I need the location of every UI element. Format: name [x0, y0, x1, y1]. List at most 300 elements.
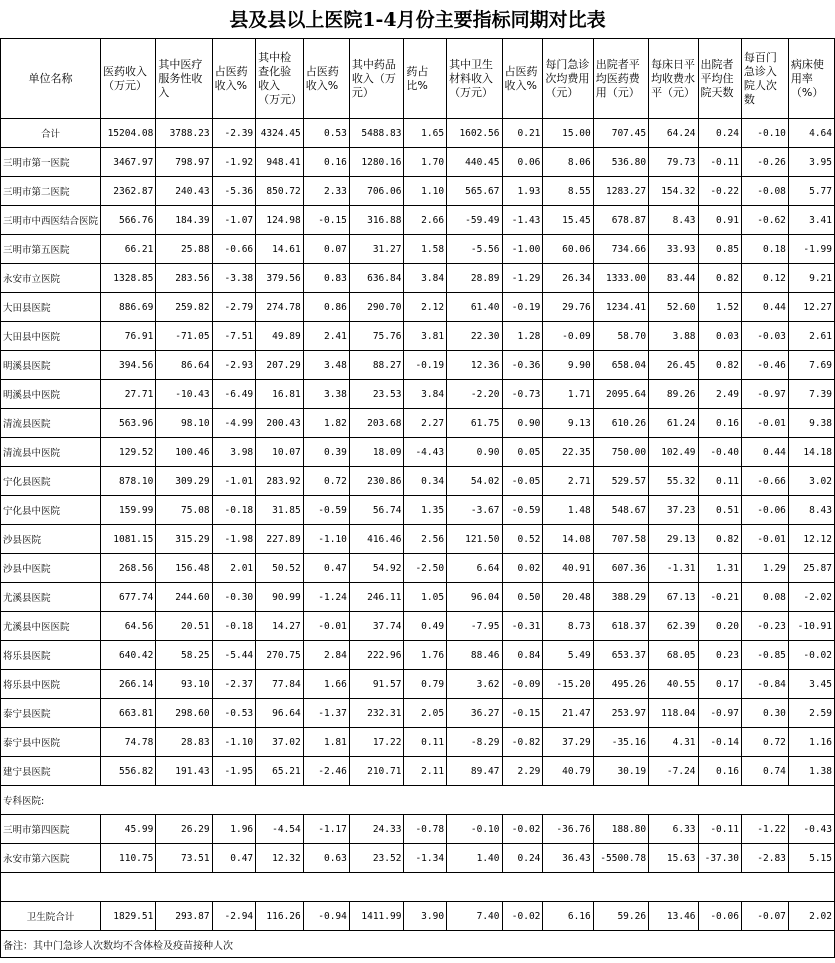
value-cell: 8.73 — [543, 612, 593, 641]
value-cell: 0.16 — [698, 757, 741, 786]
value-cell: -1.17 — [303, 815, 349, 844]
value-cell: 0.84 — [502, 641, 543, 670]
value-cell: 298.60 — [156, 699, 212, 728]
value-cell: 45.99 — [101, 815, 156, 844]
table-row — [1, 264, 835, 293]
column-header: 占医药收入% — [502, 39, 543, 119]
column-header: 占医药收入% — [303, 39, 349, 119]
value-cell: 0.52 — [502, 525, 543, 554]
value-cell: 0.47 — [303, 554, 349, 583]
value-cell: 50.52 — [256, 554, 304, 583]
value-cell: 0.30 — [741, 699, 788, 728]
value-cell: 3.84 — [404, 380, 447, 409]
value-cell: -0.11 — [698, 815, 741, 844]
value-cell: -0.21 — [698, 583, 741, 612]
value-cell: 0.24 — [698, 119, 741, 148]
value-cell: 159.99 — [101, 496, 156, 525]
unit-name-cell: 泰宁县医院 — [1, 699, 101, 728]
value-cell: 14.61 — [256, 235, 304, 264]
value-cell: 184.39 — [156, 206, 212, 235]
value-cell: -0.01 — [303, 612, 349, 641]
value-cell: 0.16 — [303, 148, 349, 177]
value-cell: 886.69 — [101, 293, 156, 322]
value-cell: 529.57 — [593, 467, 648, 496]
table-row — [1, 380, 835, 409]
value-cell: 9.13 — [543, 409, 593, 438]
column-header: 出院者平均医药费用（元） — [593, 39, 648, 119]
value-cell: 1283.27 — [593, 177, 648, 206]
value-cell: 3.84 — [404, 264, 447, 293]
value-cell: 566.76 — [101, 206, 156, 235]
value-cell: -2.94 — [212, 902, 256, 931]
value-cell: 5.49 — [543, 641, 593, 670]
value-cell: 0.18 — [741, 235, 788, 264]
value-cell: -4.99 — [212, 409, 256, 438]
value-cell: 116.26 — [256, 902, 304, 931]
value-cell: -1.37 — [303, 699, 349, 728]
value-cell: 1234.41 — [593, 293, 648, 322]
unit-name-cell: 三明市第一医院 — [1, 148, 101, 177]
table-row — [1, 438, 835, 467]
value-cell: 2.66 — [404, 206, 447, 235]
value-cell: 3.38 — [303, 380, 349, 409]
value-cell: 4.64 — [788, 119, 834, 148]
value-cell: 110.75 — [101, 844, 156, 873]
value-cell: 36.27 — [447, 699, 502, 728]
unit-name-cell: 大田县中医院 — [1, 322, 101, 351]
value-cell: 563.96 — [101, 409, 156, 438]
value-cell: 9.38 — [788, 409, 834, 438]
table-row — [1, 525, 835, 554]
value-cell: 118.04 — [649, 699, 698, 728]
column-header: 其中药品收入（万元） — [349, 39, 404, 119]
value-cell: 388.29 — [593, 583, 648, 612]
value-cell: -10.91 — [788, 612, 834, 641]
value-cell: 1.66 — [303, 670, 349, 699]
value-cell: -2.02 — [788, 583, 834, 612]
value-cell: 1.28 — [502, 322, 543, 351]
value-cell: 26.29 — [156, 815, 212, 844]
value-cell: -2.39 — [212, 119, 256, 148]
value-cell: 0.86 — [303, 293, 349, 322]
value-cell: 309.29 — [156, 467, 212, 496]
value-cell: 1081.15 — [101, 525, 156, 554]
value-cell: 640.42 — [101, 641, 156, 670]
value-cell: 3.81 — [404, 322, 447, 351]
value-cell: -1.92 — [212, 148, 256, 177]
unit-name-cell: 三明市中西医结合医院 — [1, 206, 101, 235]
value-cell: 1.52 — [698, 293, 741, 322]
value-cell: 0.11 — [404, 728, 447, 757]
value-cell: 663.81 — [101, 699, 156, 728]
value-cell: 200.43 — [256, 409, 304, 438]
value-cell: 31.27 — [349, 235, 404, 264]
unit-name-cell: 三明市第五医院 — [1, 235, 101, 264]
value-cell: -0.53 — [212, 699, 256, 728]
value-cell: 253.97 — [593, 699, 648, 728]
value-cell: 29.76 — [543, 293, 593, 322]
value-cell: 2.49 — [698, 380, 741, 409]
value-cell: 2.33 — [303, 177, 349, 206]
table-row — [1, 815, 835, 844]
value-cell: -0.15 — [303, 206, 349, 235]
value-cell: 0.06 — [502, 148, 543, 177]
value-cell: 948.41 — [256, 148, 304, 177]
value-cell: -2.20 — [447, 380, 502, 409]
value-cell: 0.21 — [502, 119, 543, 148]
unit-name-cell: 合计 — [1, 119, 101, 148]
value-cell: 5.15 — [788, 844, 834, 873]
value-cell: 3.90 — [404, 902, 447, 931]
value-cell: 0.72 — [741, 728, 788, 757]
value-cell: 0.74 — [741, 757, 788, 786]
value-cell: -3.38 — [212, 264, 256, 293]
value-cell: 7.69 — [788, 351, 834, 380]
value-cell: -1.34 — [404, 844, 447, 873]
value-cell: 8.43 — [649, 206, 698, 235]
value-cell: 124.98 — [256, 206, 304, 235]
value-cell: 440.45 — [447, 148, 502, 177]
value-cell: 3.95 — [788, 148, 834, 177]
table-row — [1, 728, 835, 757]
value-cell: 0.82 — [698, 351, 741, 380]
value-cell: 31.85 — [256, 496, 304, 525]
value-cell: -2.83 — [741, 844, 788, 873]
value-cell: 2.27 — [404, 409, 447, 438]
value-cell: -7.51 — [212, 322, 256, 351]
value-cell: 2.02 — [788, 902, 834, 931]
unit-name-cell: 三明市第四医院 — [1, 815, 101, 844]
unit-name-cell: 卫生院合计 — [1, 902, 101, 931]
table-row — [1, 844, 835, 873]
value-cell: -0.14 — [698, 728, 741, 757]
value-cell: -71.05 — [156, 322, 212, 351]
value-cell: 37.23 — [649, 496, 698, 525]
value-cell: 293.87 — [156, 902, 212, 931]
value-cell: 416.46 — [349, 525, 404, 554]
column-header: 其中检查化验收入（万元） — [256, 39, 304, 119]
column-header: 药占比% — [404, 39, 447, 119]
value-cell: 37.02 — [256, 728, 304, 757]
value-cell: 0.03 — [698, 322, 741, 351]
value-cell: -1.22 — [741, 815, 788, 844]
value-cell: -2.79 — [212, 293, 256, 322]
value-cell: -0.15 — [502, 699, 543, 728]
value-cell: 8.43 — [788, 496, 834, 525]
value-cell: 68.05 — [649, 641, 698, 670]
value-cell: -2.93 — [212, 351, 256, 380]
value-cell: 316.88 — [349, 206, 404, 235]
value-cell: 3.02 — [788, 467, 834, 496]
value-cell: 850.72 — [256, 177, 304, 206]
value-cell: 22.30 — [447, 322, 502, 351]
value-cell: 734.66 — [593, 235, 648, 264]
value-cell: -1.95 — [212, 757, 256, 786]
value-cell: 0.53 — [303, 119, 349, 148]
value-cell: 75.76 — [349, 322, 404, 351]
unit-name-cell: 大田县医院 — [1, 293, 101, 322]
value-cell: 0.44 — [741, 438, 788, 467]
value-cell: 25.88 — [156, 235, 212, 264]
value-cell: 64.24 — [649, 119, 698, 148]
value-cell: -0.97 — [698, 699, 741, 728]
value-cell: -0.23 — [741, 612, 788, 641]
value-cell: 1.58 — [404, 235, 447, 264]
value-cell: -0.94 — [303, 902, 349, 931]
value-cell: 3.98 — [212, 438, 256, 467]
table-row — [1, 206, 835, 235]
value-cell: 67.13 — [649, 583, 698, 612]
value-cell: 0.02 — [502, 554, 543, 583]
value-cell: 15.45 — [543, 206, 593, 235]
value-cell: -0.78 — [404, 815, 447, 844]
value-cell: 658.04 — [593, 351, 648, 380]
value-cell: 878.10 — [101, 467, 156, 496]
column-header: 每门急诊次均费用（元） — [543, 39, 593, 119]
value-cell: 3.45 — [788, 670, 834, 699]
value-cell: 0.20 — [698, 612, 741, 641]
value-cell: -0.02 — [502, 902, 543, 931]
value-cell: -2.46 — [303, 757, 349, 786]
value-cell: 0.11 — [698, 467, 741, 496]
blank-row — [1, 873, 835, 902]
unit-name-cell: 沙县中医院 — [1, 554, 101, 583]
value-cell: 1.29 — [741, 554, 788, 583]
value-cell: 1.05 — [404, 583, 447, 612]
value-cell: 0.90 — [502, 409, 543, 438]
value-cell: 2.41 — [303, 322, 349, 351]
column-header: 每百门急诊入院人次数 — [741, 39, 788, 119]
value-cell: 0.82 — [698, 525, 741, 554]
value-cell: -0.08 — [741, 177, 788, 206]
value-cell: -0.02 — [788, 641, 834, 670]
value-cell: -1.00 — [502, 235, 543, 264]
value-cell: 798.97 — [156, 148, 212, 177]
value-cell: -1.10 — [212, 728, 256, 757]
value-cell: 129.52 — [101, 438, 156, 467]
value-cell: 0.44 — [741, 293, 788, 322]
value-cell: 61.24 — [649, 409, 698, 438]
value-cell: 1.38 — [788, 757, 834, 786]
value-cell: -2.50 — [404, 554, 447, 583]
value-cell: 61.75 — [447, 409, 502, 438]
value-cell: 1602.56 — [447, 119, 502, 148]
value-cell: 37.74 — [349, 612, 404, 641]
value-cell: 290.70 — [349, 293, 404, 322]
value-cell: -0.97 — [741, 380, 788, 409]
value-cell: 25.87 — [788, 554, 834, 583]
value-cell: 40.91 — [543, 554, 593, 583]
value-cell: 3.48 — [303, 351, 349, 380]
value-cell: 379.56 — [256, 264, 304, 293]
value-cell: 610.26 — [593, 409, 648, 438]
value-cell: 77.84 — [256, 670, 304, 699]
value-cell: -4.54 — [256, 815, 304, 844]
value-cell: 3788.23 — [156, 119, 212, 148]
value-cell: 61.40 — [447, 293, 502, 322]
value-cell: -0.01 — [741, 409, 788, 438]
value-cell: 10.07 — [256, 438, 304, 467]
value-cell: 75.08 — [156, 496, 212, 525]
value-cell: -0.06 — [698, 902, 741, 931]
value-cell: 495.26 — [593, 670, 648, 699]
value-cell: 0.39 — [303, 438, 349, 467]
value-cell: 59.26 — [593, 902, 648, 931]
value-cell: 27.71 — [101, 380, 156, 409]
value-cell: 706.06 — [349, 177, 404, 206]
unit-name-cell: 泰宁县中医院 — [1, 728, 101, 757]
value-cell: -1.98 — [212, 525, 256, 554]
value-cell: 21.47 — [543, 699, 593, 728]
value-cell: 556.82 — [101, 757, 156, 786]
table-row — [1, 409, 835, 438]
value-cell: -0.43 — [788, 815, 834, 844]
value-cell: 7.40 — [447, 902, 502, 931]
table-row — [1, 148, 835, 177]
value-cell: 607.36 — [593, 554, 648, 583]
note-row — [1, 931, 835, 958]
value-cell: 207.29 — [256, 351, 304, 380]
value-cell: 52.60 — [649, 293, 698, 322]
value-cell: -1.99 — [788, 235, 834, 264]
column-header: 单位名称 — [1, 39, 101, 119]
table-row — [1, 177, 835, 206]
value-cell: 1.71 — [543, 380, 593, 409]
value-cell: -0.46 — [741, 351, 788, 380]
value-cell: 26.34 — [543, 264, 593, 293]
value-cell: -7.24 — [649, 757, 698, 786]
value-cell: 244.60 — [156, 583, 212, 612]
value-cell: 93.10 — [156, 670, 212, 699]
report-title: 县及县以上医院1-4月份主要指标同期对比表 — [229, 9, 606, 31]
value-cell: -0.10 — [447, 815, 502, 844]
value-cell: 9.90 — [543, 351, 593, 380]
value-cell: 54.02 — [447, 467, 502, 496]
value-cell: 283.92 — [256, 467, 304, 496]
value-cell: 0.49 — [404, 612, 447, 641]
value-cell: 54.92 — [349, 554, 404, 583]
value-cell: 0.50 — [502, 583, 543, 612]
unit-name-cell: 明溪县中医院 — [1, 380, 101, 409]
value-cell: 0.05 — [502, 438, 543, 467]
value-cell: 91.57 — [349, 670, 404, 699]
value-cell: 0.47 — [212, 844, 256, 873]
value-cell: 6.64 — [447, 554, 502, 583]
value-cell: 0.08 — [741, 583, 788, 612]
value-cell: 0.63 — [303, 844, 349, 873]
section-label-row — [1, 786, 835, 815]
value-cell: 60.06 — [543, 235, 593, 264]
value-cell: 653.37 — [593, 641, 648, 670]
value-cell: 0.85 — [698, 235, 741, 264]
table-row — [1, 496, 835, 525]
table-row — [1, 351, 835, 380]
value-cell: -0.26 — [741, 148, 788, 177]
value-cell: 0.23 — [698, 641, 741, 670]
value-cell: 58.70 — [593, 322, 648, 351]
value-cell: 1411.99 — [349, 902, 404, 931]
column-header: 占医药收入% — [212, 39, 256, 119]
value-cell: 66.21 — [101, 235, 156, 264]
unit-name-cell: 永安市第六医院 — [1, 844, 101, 873]
value-cell: -0.73 — [502, 380, 543, 409]
value-cell: 222.96 — [349, 641, 404, 670]
value-cell: 232.31 — [349, 699, 404, 728]
value-cell: 1.65 — [404, 119, 447, 148]
value-cell: 2.29 — [502, 757, 543, 786]
value-cell: -1.01 — [212, 467, 256, 496]
value-cell: -1.31 — [649, 554, 698, 583]
value-cell: 227.89 — [256, 525, 304, 554]
value-cell: -5.44 — [212, 641, 256, 670]
value-cell: 3467.97 — [101, 148, 156, 177]
value-cell: 5.77 — [788, 177, 834, 206]
value-cell: 548.67 — [593, 496, 648, 525]
value-cell: 65.21 — [256, 757, 304, 786]
value-cell: 8.55 — [543, 177, 593, 206]
value-cell: 17.22 — [349, 728, 404, 757]
value-cell: 1829.51 — [101, 902, 156, 931]
table-row — [1, 467, 835, 496]
value-cell: 26.45 — [649, 351, 698, 380]
unit-name-cell: 将乐县医院 — [1, 641, 101, 670]
value-cell: 188.80 — [593, 815, 648, 844]
value-cell: 89.26 — [649, 380, 698, 409]
value-cell: 678.87 — [593, 206, 648, 235]
value-cell: 14.27 — [256, 612, 304, 641]
value-cell: -0.59 — [303, 496, 349, 525]
value-cell: 14.08 — [543, 525, 593, 554]
value-cell: -0.22 — [698, 177, 741, 206]
value-cell: 3.88 — [649, 322, 698, 351]
table-row — [1, 670, 835, 699]
value-cell: 240.43 — [156, 177, 212, 206]
value-cell: 12.27 — [788, 293, 834, 322]
unit-name-cell: 尤溪县中医医院 — [1, 612, 101, 641]
value-cell: -0.05 — [502, 467, 543, 496]
value-cell: 102.49 — [649, 438, 698, 467]
value-cell: 2.71 — [543, 467, 593, 496]
value-cell: 79.73 — [649, 148, 698, 177]
value-cell: 1.93 — [502, 177, 543, 206]
blank-row-cell — [1, 873, 835, 902]
value-cell: 40.55 — [649, 670, 698, 699]
value-cell: 2.59 — [788, 699, 834, 728]
value-cell: 1.96 — [212, 815, 256, 844]
value-cell: 55.32 — [649, 467, 698, 496]
value-cell: 58.25 — [156, 641, 212, 670]
value-cell: 1.70 — [404, 148, 447, 177]
value-cell: 536.80 — [593, 148, 648, 177]
value-cell: 154.32 — [649, 177, 698, 206]
column-header: 病床使用率（%） — [788, 39, 834, 119]
value-cell: 0.72 — [303, 467, 349, 496]
value-cell: -0.36 — [502, 351, 543, 380]
value-cell: 33.93 — [649, 235, 698, 264]
value-cell: 88.46 — [447, 641, 502, 670]
value-cell: -59.49 — [447, 206, 502, 235]
value-cell: 0.90 — [447, 438, 502, 467]
value-cell: -1.07 — [212, 206, 256, 235]
value-cell: 1.76 — [404, 641, 447, 670]
value-cell: -0.31 — [502, 612, 543, 641]
value-cell: 1.81 — [303, 728, 349, 757]
value-cell: -10.43 — [156, 380, 212, 409]
value-cell: 270.75 — [256, 641, 304, 670]
value-cell: -0.09 — [502, 670, 543, 699]
value-cell: -1.43 — [502, 206, 543, 235]
value-cell: 2362.87 — [101, 177, 156, 206]
